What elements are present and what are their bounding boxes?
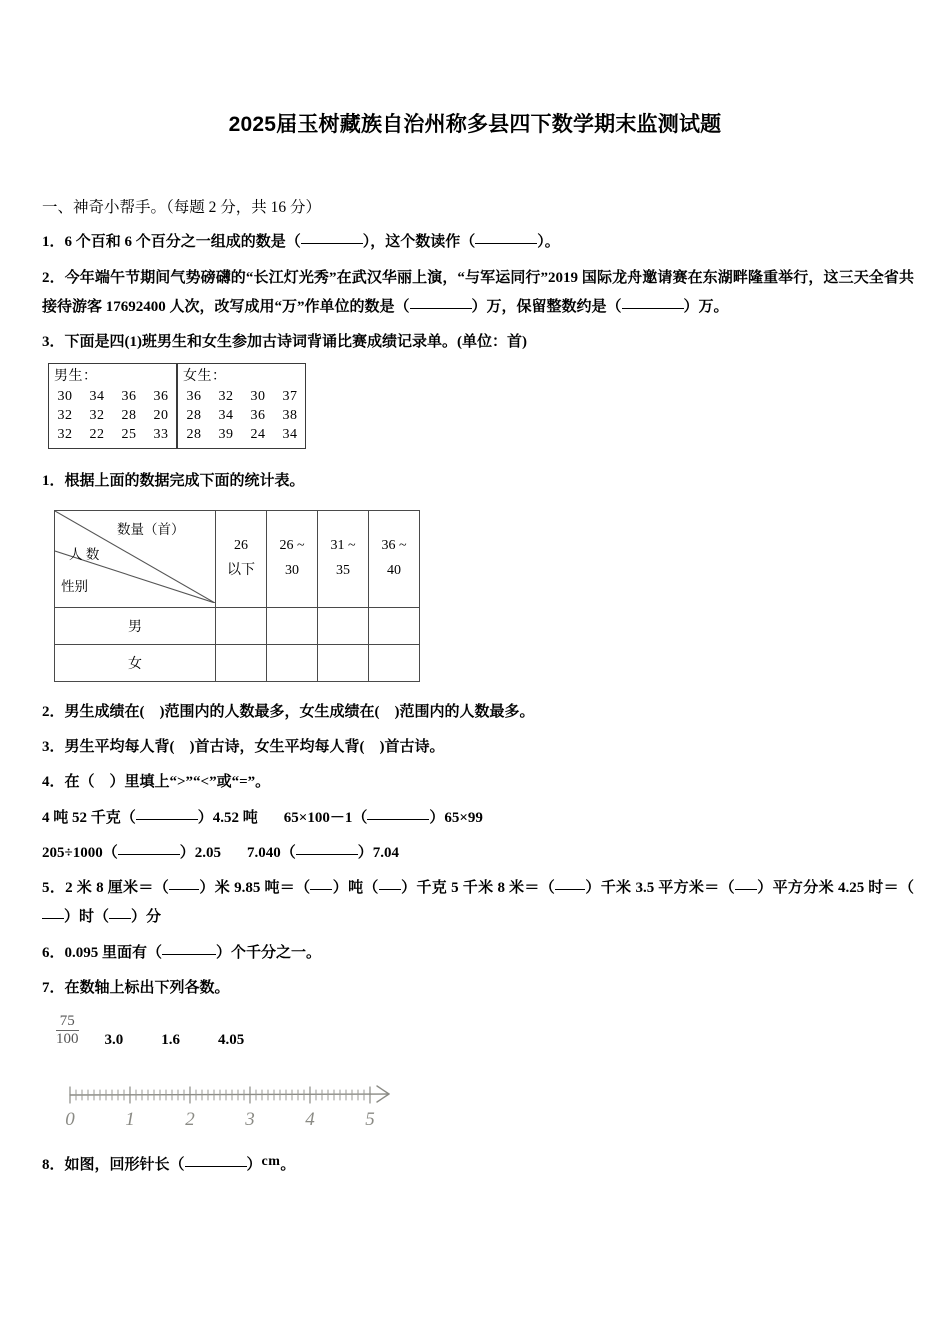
score-cell: 28 [121, 407, 137, 423]
table-row [55, 644, 420, 681]
score-cell: 32 [57, 407, 73, 423]
q5-f: ）平方分米 4.25 时＝（ [756, 880, 914, 896]
corner-gender-label: 性别 [61, 578, 88, 594]
blank-q2-2[interactable] [622, 308, 684, 309]
score-cell: 39 [218, 427, 234, 443]
question-3: 3．下面是四(1)班男生和女生参加古诗词背诵比赛成绩记录单。(单位：首) [42, 334, 527, 350]
blank-q5-3[interactable] [379, 889, 401, 890]
score-record-sheet [48, 363, 306, 448]
q4-l1-a: 4 吨 52 千克（ [42, 809, 136, 826]
col-top: 31 ~ [330, 538, 356, 554]
axis-label-4: 4 [305, 1108, 315, 1130]
exam-content [42, 196, 914, 1186]
q8-end: 。 [280, 1156, 296, 1173]
blank-q1-2[interactable] [475, 243, 537, 244]
blank-q4-1[interactable] [136, 819, 198, 820]
question-2-text-b: ）万，保留整数约是（ [471, 298, 622, 315]
answer-cell[interactable] [267, 644, 318, 681]
row-label-male: 男 [55, 607, 216, 644]
fraction-numerator: 75 [59, 1013, 75, 1029]
column-header-3 [318, 510, 369, 607]
number-line-icon [52, 1073, 432, 1135]
blank-q2-1[interactable] [410, 308, 472, 309]
score-cell: 28 [186, 407, 202, 423]
question-2-text-a: 2．今年端午节期间气势磅礴的“长江灯光秀”在武汉华丽上演，“与军运同行”2019 国际龙舟邀请赛在东湖畔隆重举行，这三天全省共接待游客 17692400 人次，改写成用“万”作单位的数是（ [42, 269, 914, 315]
score-cell: 20 [153, 407, 169, 423]
answer-cell[interactable] [267, 607, 318, 644]
boys-row-2 [54, 406, 172, 425]
boys-label: 男生： [54, 369, 98, 385]
score-cell: 34 [282, 427, 298, 443]
table-header-row [55, 510, 420, 607]
score-cell: 37 [282, 388, 298, 404]
corner-quantity-label: 数量（首） [117, 521, 185, 537]
column-header-4 [369, 510, 420, 607]
blank-q5-1[interactable] [169, 889, 199, 890]
statistics-table-wrap [54, 510, 914, 682]
question-7-values [56, 1013, 914, 1049]
score-cell: 34 [89, 388, 105, 404]
blank-q5-4[interactable] [555, 889, 585, 890]
fraction-75-100 [56, 1013, 79, 1049]
col-bottom: 以下 [227, 562, 255, 578]
answer-cell[interactable] [318, 644, 369, 681]
score-cell: 36 [153, 388, 169, 404]
question-7: 7．在数轴上标出下列各数。 [42, 979, 230, 996]
axis-label-1: 1 [125, 1108, 135, 1130]
score-cell: 36 [186, 388, 202, 404]
score-cell: 24 [250, 427, 266, 443]
answer-cell[interactable] [369, 644, 420, 681]
q5-g: ）时（ [64, 909, 110, 926]
column-header-1 [216, 510, 267, 607]
question-1-text-c: ）。 [537, 234, 560, 251]
column-header-2 [267, 510, 318, 607]
score-cell: 30 [250, 388, 266, 404]
boys-score-box [48, 363, 177, 448]
blank-q4-2[interactable] [367, 819, 429, 820]
statistics-table [54, 510, 420, 682]
sub-question-3: 3．男生平均每人背( )首古诗，女生平均每人背( )首古诗。 [42, 739, 445, 755]
row-label-female: 女 [55, 644, 216, 681]
q5-d: ）千克 5 千米 8 米＝（ [400, 880, 556, 896]
sub-question-1: 1．根据上面的数据完成下面的统计表。 [42, 472, 305, 489]
question-5 [42, 874, 914, 933]
boys-row-3 [54, 425, 172, 444]
q4-l1-b: ）4.52 吨 [197, 809, 258, 826]
corner-count-label: 人 数 [69, 546, 100, 562]
blank-q5-7[interactable] [109, 918, 131, 919]
girls-row-3 [183, 425, 301, 444]
question-2-text-c: ）万。 [683, 298, 729, 315]
score-cell: 32 [89, 407, 105, 423]
section-heading: 一、神奇小帮手。（每题 2 分，共 16 分） [42, 199, 322, 216]
blank-q6-1[interactable] [162, 954, 216, 955]
girls-score-box [177, 363, 306, 448]
value-2: 1.6 [161, 1031, 180, 1048]
axis-label-0: 0 [65, 1108, 75, 1130]
q4-l2-c: 7.040（ [247, 844, 296, 861]
blank-q4-3[interactable] [118, 854, 180, 855]
answer-cell[interactable] [216, 644, 267, 681]
score-cell: 34 [218, 407, 234, 423]
blank-q5-5[interactable] [735, 889, 757, 890]
question-8 [42, 1148, 914, 1180]
q4-l2-a: 205÷1000（ [42, 844, 118, 861]
q6-a: 6．0.095 里面有（ [42, 944, 163, 961]
axis-label-5: 5 [365, 1108, 375, 1130]
q6-b: ）个千分之一。 [216, 944, 322, 961]
question-1-text-b: ），这个数读作（ [362, 234, 476, 251]
girls-row-1 [183, 387, 301, 406]
boys-row-1 [54, 387, 172, 406]
q5-b: ）米 9.85 吨＝（ [199, 880, 311, 896]
table-corner-cell [55, 510, 216, 607]
q5-c: ）吨（ [332, 880, 379, 896]
value-1: 3.0 [104, 1031, 124, 1048]
page-title: 2025届玉树藏族自治州称多县四下数学期末监测试题 [228, 113, 722, 136]
col-top: 26 ~ [279, 538, 305, 554]
answer-cell[interactable] [369, 607, 420, 644]
blank-q4-4[interactable] [296, 854, 358, 855]
q8-a: 8．如图，回形针长（ [42, 1156, 185, 1173]
blank-q8-1[interactable] [185, 1166, 247, 1167]
question-2 [42, 264, 914, 323]
score-cell: 36 [121, 388, 137, 404]
q4-l2-d: ）7.04 [357, 844, 400, 861]
score-cell: 30 [57, 388, 73, 404]
blank-q5-6[interactable] [42, 918, 64, 919]
score-cell: 25 [121, 427, 137, 443]
score-cell: 22 [89, 427, 105, 443]
sub-question-2: 2．男生成绩在( )范围内的人数最多，女生成绩在( )范围内的人数最多。 [42, 703, 535, 720]
answer-cell[interactable] [318, 607, 369, 644]
fraction-denominator: 100 [56, 1031, 79, 1048]
col-bottom: 30 [285, 562, 299, 578]
score-cell: 36 [250, 407, 266, 423]
question-4-line-1 [42, 804, 914, 833]
unit-cm: cm [261, 1153, 281, 1169]
q5-a: 5．2 米 8 厘米＝（ [42, 880, 170, 896]
q5-e: ）千米 3.5 平方米＝（ [585, 880, 735, 896]
value-3: 4.05 [218, 1031, 245, 1048]
col-top: 36 ~ [381, 538, 407, 554]
answer-cell[interactable] [216, 607, 267, 644]
q4-l1-c: 65×100－1（ [283, 809, 368, 826]
col-bottom: 40 [387, 562, 401, 578]
q5-h: ）分 [131, 909, 162, 926]
q8-b: ） [246, 1156, 262, 1173]
score-cell: 32 [218, 388, 234, 404]
question-4-line-2 [42, 839, 914, 868]
girls-label: 女生： [183, 369, 227, 385]
table-row [55, 607, 420, 644]
question-6 [42, 939, 914, 968]
axis-label-3: 3 [245, 1108, 255, 1130]
score-cell: 33 [153, 427, 169, 443]
q4-l1-d: ）65×99 [429, 809, 483, 826]
score-cell: 28 [186, 427, 202, 443]
number-line-figure [52, 1073, 914, 1140]
q4-l2-b: ）2.05 [179, 844, 221, 861]
axis-label-2: 2 [185, 1108, 195, 1130]
girls-row-2 [183, 406, 301, 425]
question-1-text-a: 1．6 个百和 6 个百分之一组成的数是（ [42, 234, 301, 251]
col-top: 26 [234, 538, 248, 554]
question-4: 4．在（ ）里填上“>”“<”或“=”。 [42, 774, 271, 791]
blank-q5-2[interactable] [310, 889, 332, 890]
question-1 [42, 228, 914, 257]
col-bottom: 35 [336, 562, 350, 578]
score-cell: 38 [282, 407, 298, 423]
score-cell: 32 [57, 427, 73, 443]
blank-q1-1[interactable] [301, 243, 363, 244]
